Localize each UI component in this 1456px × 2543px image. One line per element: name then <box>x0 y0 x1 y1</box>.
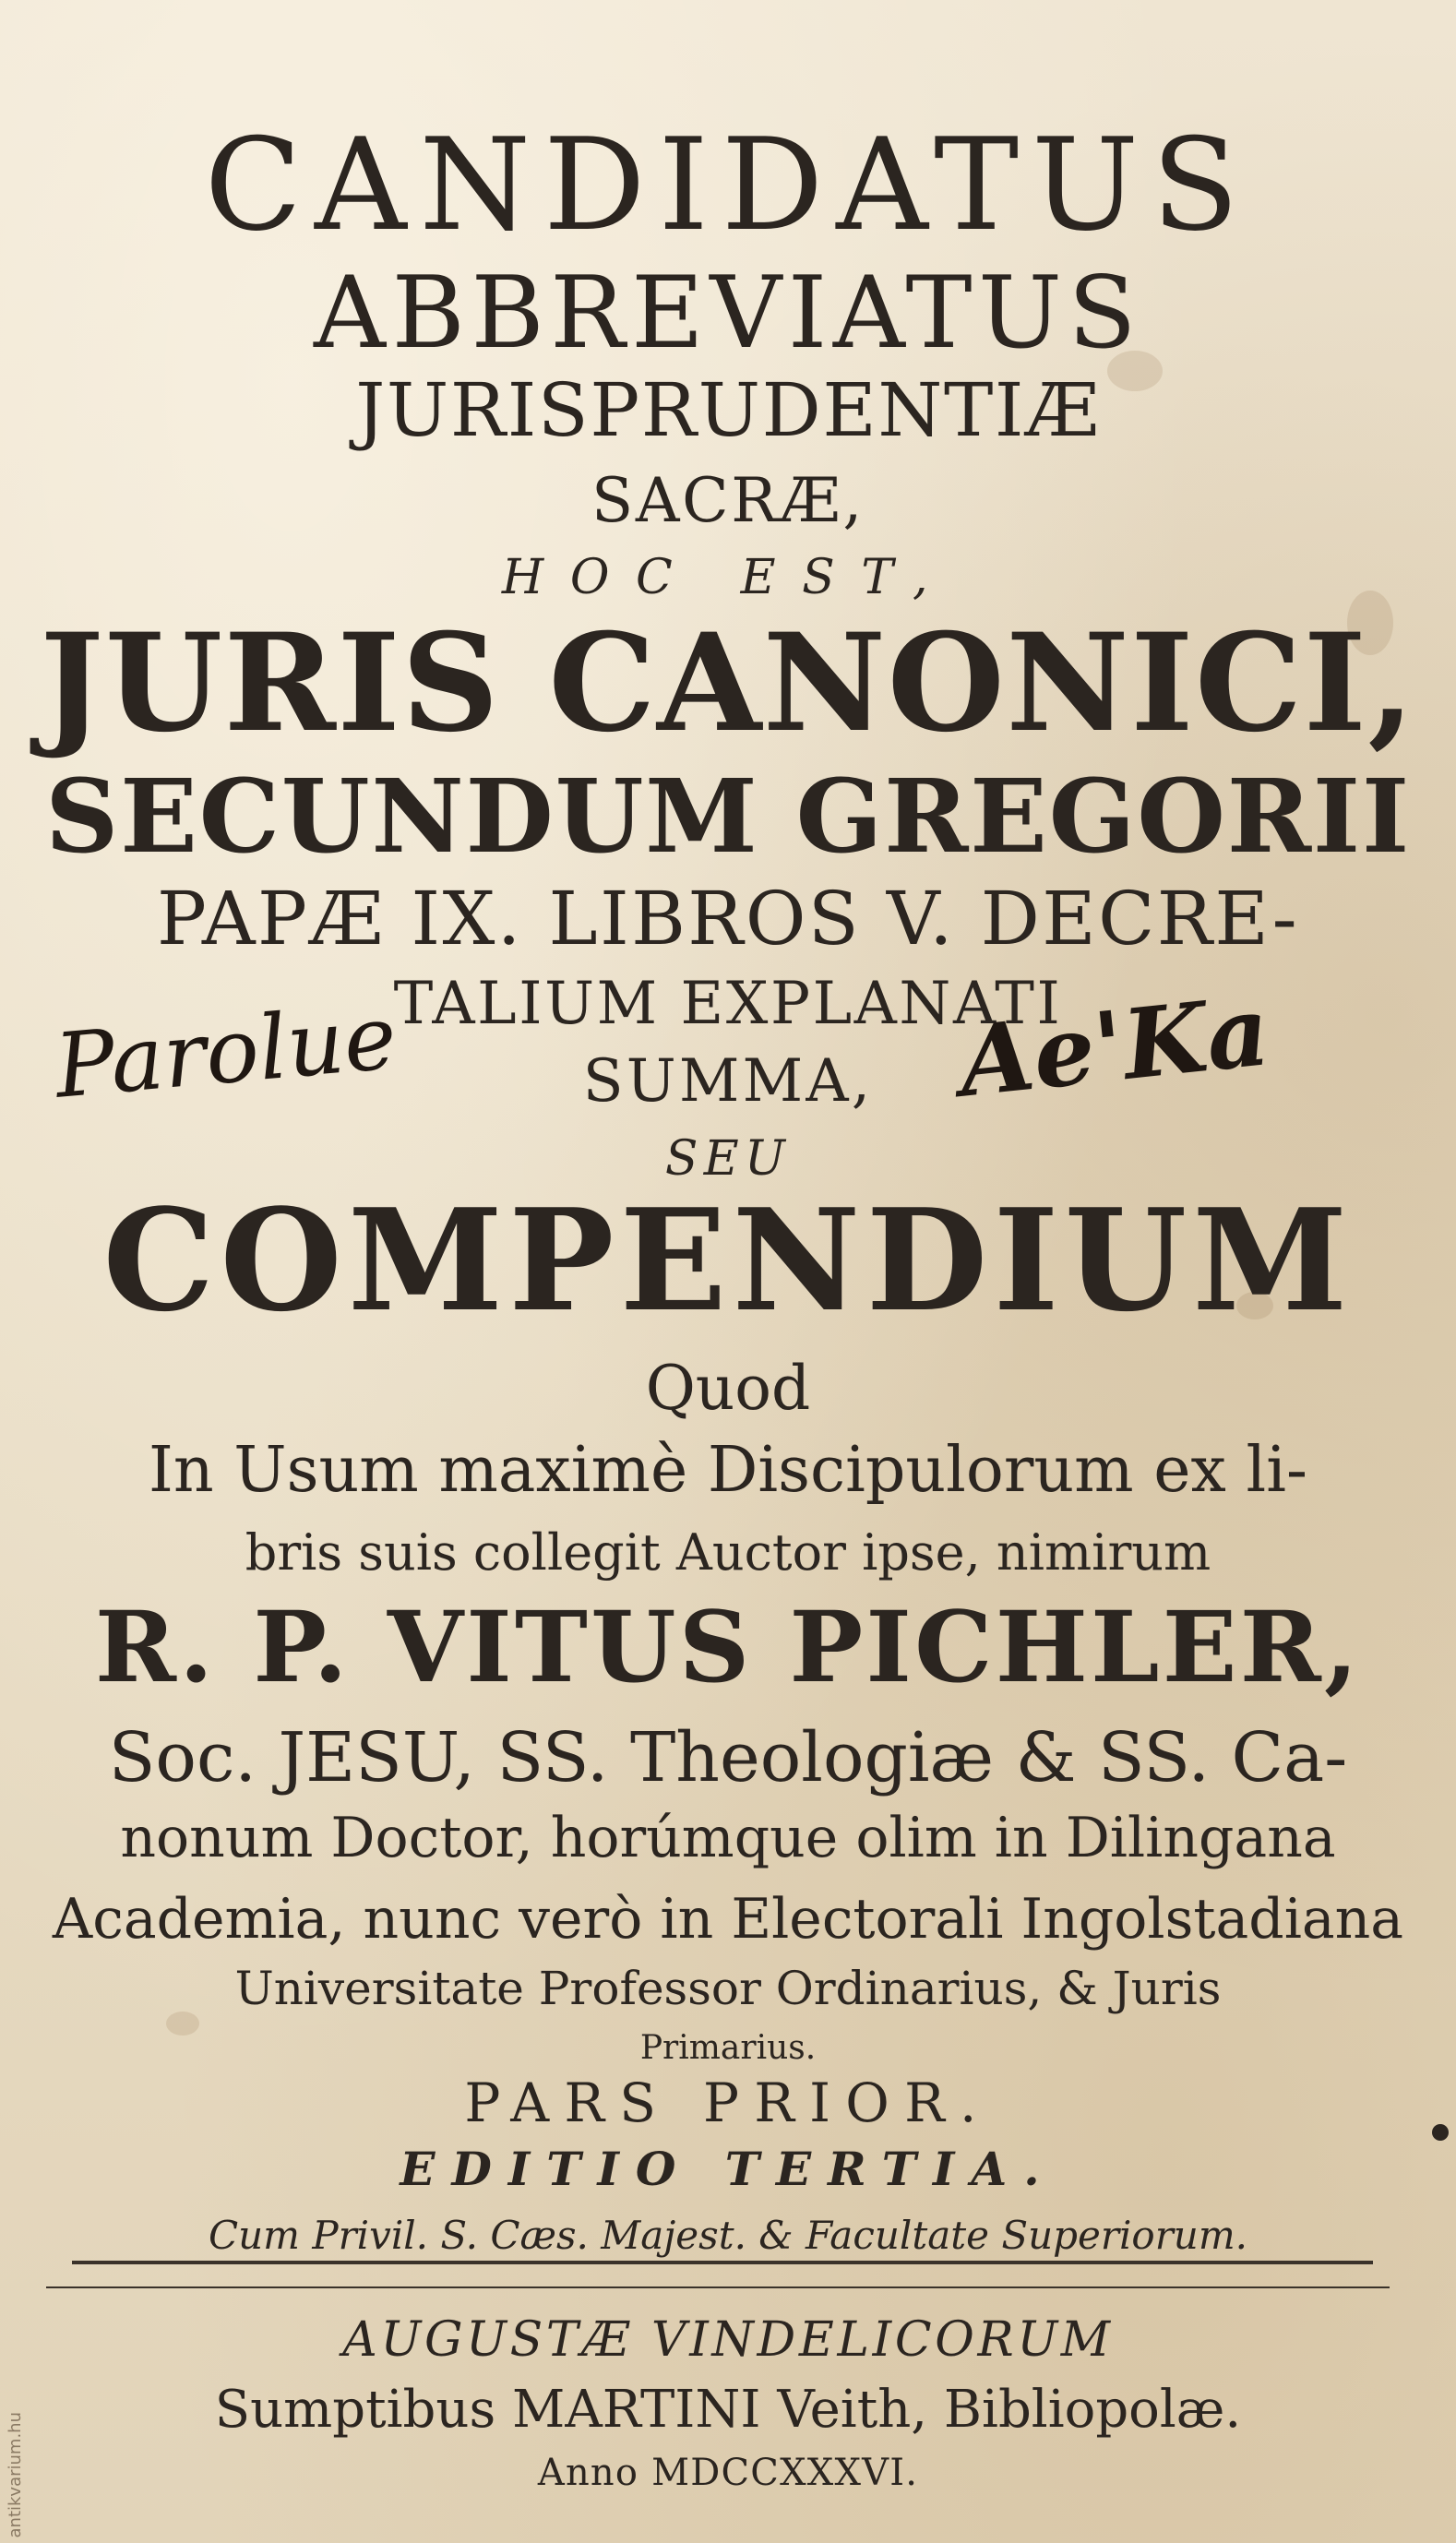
imprint-place: AUGUSTÆ VINDELICORUM <box>342 2312 1114 2368</box>
divider-rule <box>72 2261 1373 2264</box>
part-label: PARS PRIOR. <box>464 2071 992 2134</box>
watermark: antikvarium.hu <box>6 2411 25 2537</box>
ink-mark <box>1432 2124 1449 2141</box>
title-line-hoc-est: HOC EST, <box>501 550 955 605</box>
description-line: bris suis collegit Auctor ipse, nimirum <box>245 1523 1211 1582</box>
description-line: Soc. JESU, SS. Theologiæ & SS. Ca- <box>108 1718 1348 1797</box>
title-line-secundum-gregorii: SECUNDUM GREGORII <box>44 757 1412 876</box>
title-line-seu: SEU <box>664 1131 792 1187</box>
handwritten-inscription-right: Ae'Ka <box>953 973 1275 1119</box>
title-line-sacrae: SACRÆ, <box>591 465 865 536</box>
title-line-compendium: COMPENDIUM <box>102 1177 1354 1343</box>
title-line-abbreviatus: ABBREVIATUS <box>314 256 1142 371</box>
title-line-candidatus: CANDIDATUS <box>204 111 1252 259</box>
description-line: Universitate Professor Ordinarius, & Juris <box>234 1962 1222 2015</box>
title-line-summa: SUMMA, <box>582 1047 874 1116</box>
description-line: Primarius. <box>639 2029 817 2067</box>
author-name: R. P. VITUS PICHLER, <box>94 1589 1362 1704</box>
privilege-line: Cum Privil. S. Cæs. Majest. & Facultate Superiorum. <box>208 2213 1248 2258</box>
divider-rule <box>46 2286 1390 2288</box>
imprint-year: Anno MDCCXXXVI. <box>537 2452 919 2494</box>
imprint-publisher: Sumptibus MARTINI Veith, Bibliopolæ. <box>214 2380 1242 2440</box>
description-line-quod: Quod <box>645 1353 811 1424</box>
handwritten-inscription-left: Parolue <box>51 985 401 1118</box>
title-line-talium-explanati: TALIUM EXPLANATI <box>393 970 1063 1038</box>
description-line: Academia, nunc verò in Electorali Ingolstadiana <box>52 1887 1404 1952</box>
description-line: In Usum maximè Discipulorum ex li- <box>149 1434 1307 1507</box>
title-line-papae-ix: PAPÆ IX. LIBROS V. DECRE- <box>156 876 1300 961</box>
title-line-juris-canonici: JURIS CANONICI, <box>40 604 1416 762</box>
title-line-jurisprudentiae: JURISPRUDENTIÆ <box>355 367 1101 453</box>
edition-label: EDITIO TERTIA. <box>400 2142 1056 2196</box>
description-line: nonum Doctor, horúmque olim in Dilingana <box>120 1806 1336 1870</box>
